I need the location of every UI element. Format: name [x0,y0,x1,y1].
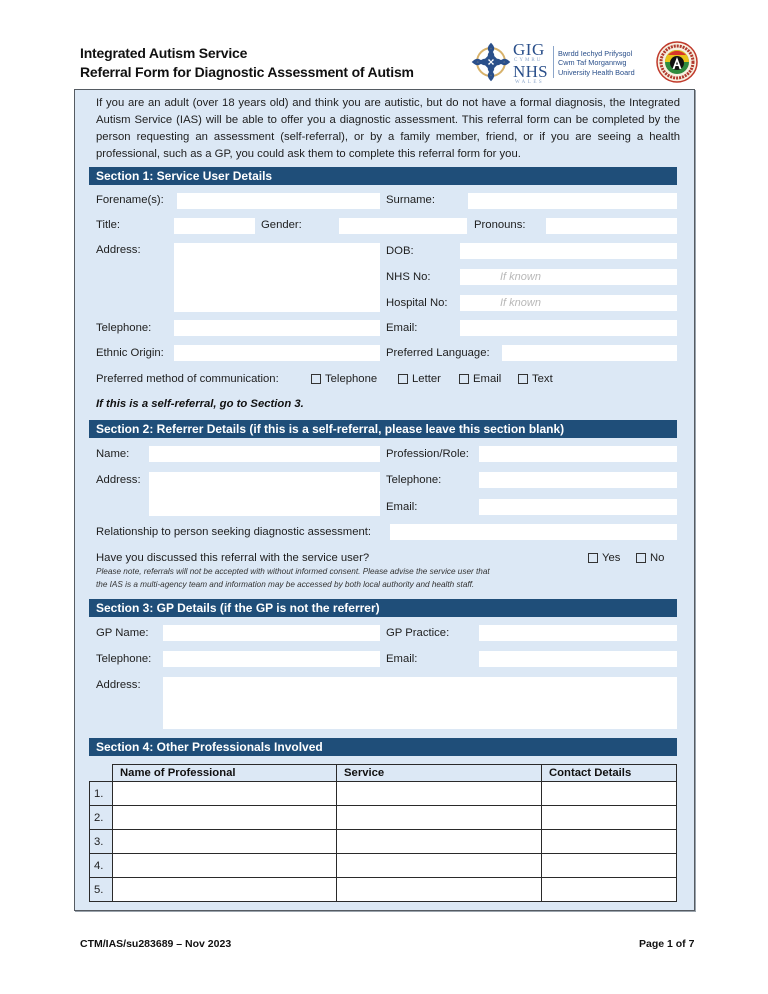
table-row [90,878,677,902]
contact-details-cell[interactable] [542,782,677,806]
self-referral-note: If this is a self-referral, go to Section 3. [96,398,304,410]
telephone-label: Telephone: [96,322,152,334]
contact-details-cell[interactable] [542,854,677,878]
row-number: 1. [90,782,113,806]
intro-text: If you are an adult (over 18 years old) and think you are autistic, but do not have a formal diagnosis, the Integrated Autism Service (IAS) will be able to offer you a diagnostic assessment. This referral form can be completed by the person requesting an assessment (self-referral), or by a family member, friend, or if you are seeing a health professional, such as a GP, you could ask them to complete this referral form for you. [96,97,680,160]
professionals-table [89,764,677,902]
consent-note-line-1: Please note, referrals will not be accepted with without informed consent. Please advise the service user that [96,567,490,576]
surname-label: Surname: [386,194,435,206]
checkbox-icon[interactable] [518,374,528,384]
nhs-number-label: NHS No: [386,271,431,283]
comm-email-checkbox[interactable]: Email [459,371,501,387]
gp-telephone-input[interactable] [163,651,380,667]
professional-name-cell[interactable] [113,806,337,830]
hospital-number-placeholder: If known [500,297,541,309]
row-number: 2. [90,806,113,830]
ethnic-origin-input[interactable] [174,345,380,361]
logo-divider [553,46,554,78]
professional-name-cell[interactable] [113,878,337,902]
surname-input[interactable] [468,193,677,209]
checkbox-icon[interactable] [311,374,321,384]
profession-role-input[interactable] [479,446,677,462]
telephone-input[interactable] [174,320,380,336]
comm-telephone-checkbox[interactable]: Telephone [311,371,377,387]
profession-role-label: Profession/Role: [386,448,469,460]
nhs-number-placeholder: If known [500,271,541,283]
checkbox-icon[interactable] [588,553,598,563]
communication-method-label: Preferred method of communication: [96,373,279,385]
row-number: 4. [90,854,113,878]
gp-email-input[interactable] [479,651,677,667]
forename-label: Forename(s): [96,194,164,206]
referrer-telephone-label: Telephone: [386,474,442,486]
row-number-header [90,765,113,782]
gp-practice-label: GP Practice: [386,627,450,639]
title-input[interactable] [174,218,255,234]
referrer-telephone-input[interactable] [479,472,677,488]
ethnic-origin-label: Ethnic Origin: [96,347,164,359]
service-cell[interactable] [337,830,542,854]
form-title: Referral Form for Diagnostic Assessment of Autism [80,64,414,80]
row-number: 3. [90,830,113,854]
page-number: Page 1 of 7 [639,938,695,950]
discussed-question: Have you discussed this referral with the service user? [96,552,370,564]
service-cell[interactable] [337,806,542,830]
document-reference: CTM/IAS/su283689 – Nov 2023 [80,938,232,950]
nhs-wales-wordmark: GIG CYMRU NHS WALES [513,40,548,85]
contact-details-cell[interactable] [542,806,677,830]
referrer-email-label: Email: [386,501,418,513]
checkbox-icon[interactable] [398,374,408,384]
health-board-name: Bwrdd Iechyd Prifysgol Cwm Taf Morgannwg University Health Board [558,49,635,77]
document-header [80,40,700,86]
gp-email-label: Email: [386,653,418,665]
email-label: Email: [386,322,418,334]
gp-address-label: Address: [96,679,141,691]
referrer-address-label: Address: [96,474,141,486]
row-number: 5. [90,878,113,902]
relationship-label: Relationship to person seeking diagnostic assessment: [96,526,372,538]
comm-text-checkbox[interactable]: Text [518,371,553,387]
referrer-address-textarea[interactable] [149,472,380,516]
gp-telephone-label: Telephone: [96,653,152,665]
checkbox-icon[interactable] [636,553,646,563]
address-textarea[interactable] [174,243,380,312]
autism-badge-logo-icon [655,40,699,84]
col-header-service: Service [337,765,542,782]
professional-name-cell[interactable] [113,782,337,806]
referrer-name-label: Name: [96,448,130,460]
address-label: Address: [96,244,141,256]
gp-name-input[interactable] [163,625,380,641]
professional-name-cell[interactable] [113,830,337,854]
section-3-header: Section 3: GP Details (if the GP is not the referrer) [89,599,677,617]
col-header-name: Name of Professional [113,765,337,782]
section-2-header: Section 2: Referrer Details (if this is a self-referral, please leave this section blank) [89,420,677,438]
table-row [90,854,677,878]
contact-details-cell[interactable] [542,830,677,854]
title-label: Title: [96,219,121,231]
pronouns-label: Pronouns: [474,219,526,231]
referral-form-panel [74,89,695,911]
dob-input[interactable] [460,243,677,259]
table-row [90,806,677,830]
service-cell[interactable] [337,878,542,902]
referrer-name-input[interactable] [149,446,380,462]
table-row [90,782,677,806]
referrer-email-input[interactable] [479,499,677,515]
col-header-contact: Contact Details [542,765,677,782]
gender-label: Gender: [261,219,302,231]
comm-letter-checkbox[interactable]: Letter [398,371,441,387]
hospital-number-label: Hospital No: [386,297,448,309]
discussed-yes-checkbox[interactable]: Yes [588,550,620,566]
logo-group [469,40,701,86]
forename-input[interactable] [177,193,380,209]
service-title: Integrated Autism Service [80,45,248,61]
section-1-header: Section 1: Service User Details [89,167,677,185]
discussed-no-checkbox[interactable]: No [636,550,664,566]
nhs-number-input[interactable] [460,269,677,285]
email-input[interactable] [460,320,677,336]
gender-input[interactable] [339,218,467,234]
preferred-language-input[interactable] [502,345,677,361]
gp-practice-input[interactable] [479,625,677,641]
pronouns-input[interactable] [546,218,677,234]
service-cell[interactable] [337,782,542,806]
preferred-language-label: Preferred Language: [386,347,490,359]
professional-name-cell[interactable] [113,854,337,878]
section-4-header: Section 4: Other Professionals Involved [89,738,677,756]
hospital-number-input[interactable] [460,295,677,311]
contact-details-cell[interactable] [542,878,677,902]
celtic-knot-logo-icon [471,42,511,82]
table-row [90,830,677,854]
service-cell[interactable] [337,854,542,878]
dob-label: DOB: [386,245,414,257]
relationship-input[interactable] [390,524,677,540]
gp-name-label: GP Name: [96,627,149,639]
checkbox-icon[interactable] [459,374,469,384]
consent-note-line-2: the IAS is a multi-agency team and information may be accessed by both local authority and health staff. [96,580,475,589]
gp-address-textarea[interactable] [163,677,677,729]
